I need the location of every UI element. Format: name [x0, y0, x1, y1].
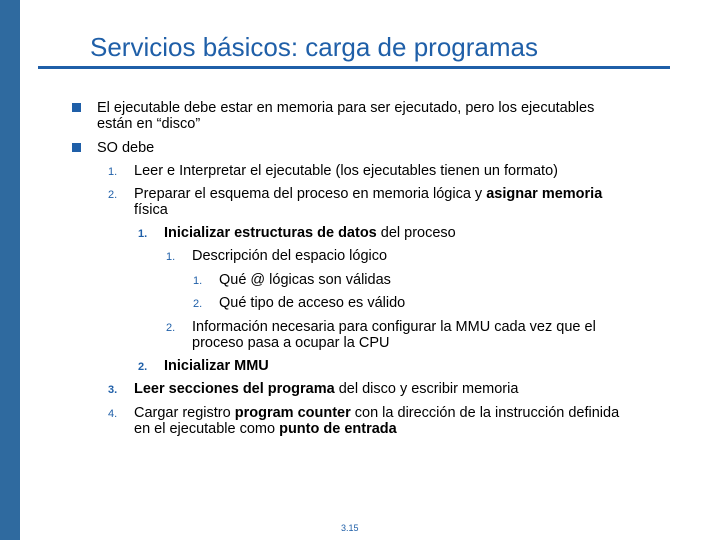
item-2-line-1 [134, 186, 602, 202]
bullet-1-line-1: El ejecutable debe estar en memoria para ser ejecutado, pero los ejecutables [97, 100, 595, 116]
item-2-text: Preparar el esquema del proceso en memoria lógica y [134, 186, 487, 202]
item-1-text: Leer e Interpretar el ejecutable (los ejecutables tienen un formato) [134, 163, 558, 179]
item-2-1-marker: 1. [138, 228, 148, 240]
item-2-1-1-text: Descripción del espacio lógico [192, 248, 388, 264]
sidebar-accent [0, 0, 20, 540]
item-2-1-line [164, 225, 456, 241]
bullet-2-text: SO debe [97, 140, 155, 156]
title-underline [38, 66, 670, 69]
item-2-1-1-2-marker: 2. [193, 298, 203, 310]
item-3-rest: del disco y escribir memoria [334, 381, 519, 397]
item-4-bold-e: punto de entrada [279, 421, 397, 437]
slide-title: Servicios básicos: carga de programas [90, 32, 538, 62]
item-2-2-marker: 2. [138, 361, 148, 373]
item-4-bold-b: program counter [234, 405, 351, 421]
item-4-text-c: con la dirección de la instrucción definida [350, 405, 620, 421]
item-4-text-d: en el ejecutable como [134, 421, 280, 437]
item-2-1-1-2-text: Qué tipo de acceso es válido [219, 295, 406, 311]
item-2-1-2-line-1: Información necesaria para configurar la MMU cada vez que el [192, 319, 596, 335]
item-4-marker: 4. [108, 408, 118, 420]
item-2-2-text: Inicializar MMU [164, 358, 269, 374]
item-2-1-bold: Inicializar estructuras de datos [164, 225, 377, 241]
item-2-1-1-1-marker: 1. [193, 275, 203, 287]
square-bullet-icon [72, 103, 81, 112]
square-bullet-icon [72, 143, 81, 152]
item-2-1-1-1-text: Qué @ lógicas son válidas [219, 272, 391, 288]
item-2-marker: 2. [108, 189, 118, 201]
item-4-text-a: Cargar registro [134, 405, 235, 421]
item-3-marker: 3. [108, 384, 118, 396]
item-2-1-2-line-2: proceso pasa a ocupar la CPU [192, 335, 390, 351]
item-3-line [134, 381, 518, 397]
page-number: 3.15 [341, 523, 359, 533]
item-2-1-1-marker: 1. [166, 251, 176, 263]
item-4-line-2 [134, 421, 397, 437]
bullet-1-line-2: están en “disco” [97, 116, 201, 132]
item-2-bold: asignar memoria [486, 186, 603, 202]
item-1-marker: 1. [108, 166, 118, 178]
item-3-bold: Leer secciones del programa [134, 381, 335, 397]
item-2-1-2-marker: 2. [166, 322, 176, 334]
item-4-line-1 [134, 405, 619, 421]
item-2-1-rest: del proceso [376, 225, 456, 241]
item-2-line-2: física [134, 202, 168, 218]
